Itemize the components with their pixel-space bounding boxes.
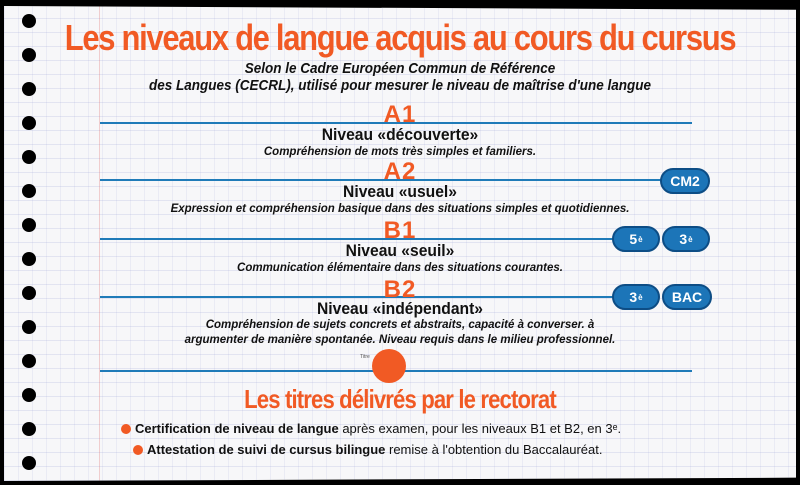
main-title: Les niveaux de langue acquis au cours du cursus	[64, 17, 736, 58]
badge-3e-b1-sup: è	[688, 234, 693, 244]
binder-hole	[22, 422, 36, 436]
bullet-item-1	[135, 421, 621, 436]
bullet-1-bold: Certification de niveau de langue	[135, 421, 339, 436]
binder-hole	[22, 82, 36, 96]
level-desc-a1: Compréhension de mots très simples et familiers.	[263, 146, 537, 158]
bullet-2-text: remise à l'obtention du Baccalauréat.	[385, 442, 603, 457]
level-code-b1: B1	[383, 217, 417, 244]
binder-hole	[22, 388, 36, 402]
binder-hole	[22, 14, 36, 28]
bullet-dot	[133, 445, 143, 455]
badge-3e-b2-label: 3	[629, 289, 638, 305]
subtitle-line-1: Selon le Cadre Européen Commun de Référence	[244, 60, 556, 77]
subtitle	[40, 60, 760, 94]
level-desc-b2-line2	[0, 333, 800, 348]
level-name-b2: Niveau «indépendant»	[316, 299, 484, 318]
level-desc-b2-emphasis: Niveau requis dans le milieu professionnel.	[378, 334, 616, 346]
level-desc-b2	[0, 318, 800, 348]
level-code-b2: B2	[383, 276, 417, 303]
badge-3e-b1-label: 3	[679, 231, 688, 247]
binder-hole	[22, 48, 36, 62]
bullet-dot	[121, 424, 131, 434]
small-label: Titre	[360, 354, 370, 360]
level-name-b1: Niveau «seuil»	[345, 241, 455, 260]
subtitle-line-2: des Langues (CECRL), utilisé pour mesurer le niveau de maîtrise d'une langue	[148, 77, 652, 94]
level-code-a1: A1	[383, 101, 417, 128]
level-name-a2: Niveau «usuel»	[343, 182, 457, 201]
badge-3e-b2-sup: è	[638, 292, 643, 302]
badge-5e-label: 5	[629, 231, 638, 247]
level-desc-b2-line2-text: argumenter de manière spontanée.	[184, 334, 379, 346]
orange-circle-decor	[372, 349, 406, 383]
bullet-2-bold: Attestation de suivi de cursus bilingue	[147, 442, 386, 457]
badge-bac-label: BAC	[671, 289, 703, 305]
binder-hole	[22, 456, 36, 470]
bullet-item-2	[147, 442, 602, 457]
badge-5e-sup: è	[638, 234, 643, 244]
section-title: Les titres délivrés par le rectorat	[244, 384, 556, 414]
level-desc-a2: Expression et compréhension basique dans des situations simples et quotidiennes.	[170, 203, 630, 215]
badge-cm2-label: CM2	[670, 173, 700, 189]
binder-hole	[22, 354, 36, 368]
level-desc-b2-line1: Compréhension de sujets concrets et abstraits, capacité à converser. à	[205, 319, 595, 331]
level-name-a1: Niveau «découverte»	[321, 125, 479, 144]
level-desc-b1: Communication élémentaire dans des situations courantes.	[237, 262, 563, 274]
bullet-1-text: après examen, pour les niveaux B1 et B2, en 3ᵉ.	[338, 421, 622, 436]
level-code-a2: A2	[383, 158, 417, 185]
